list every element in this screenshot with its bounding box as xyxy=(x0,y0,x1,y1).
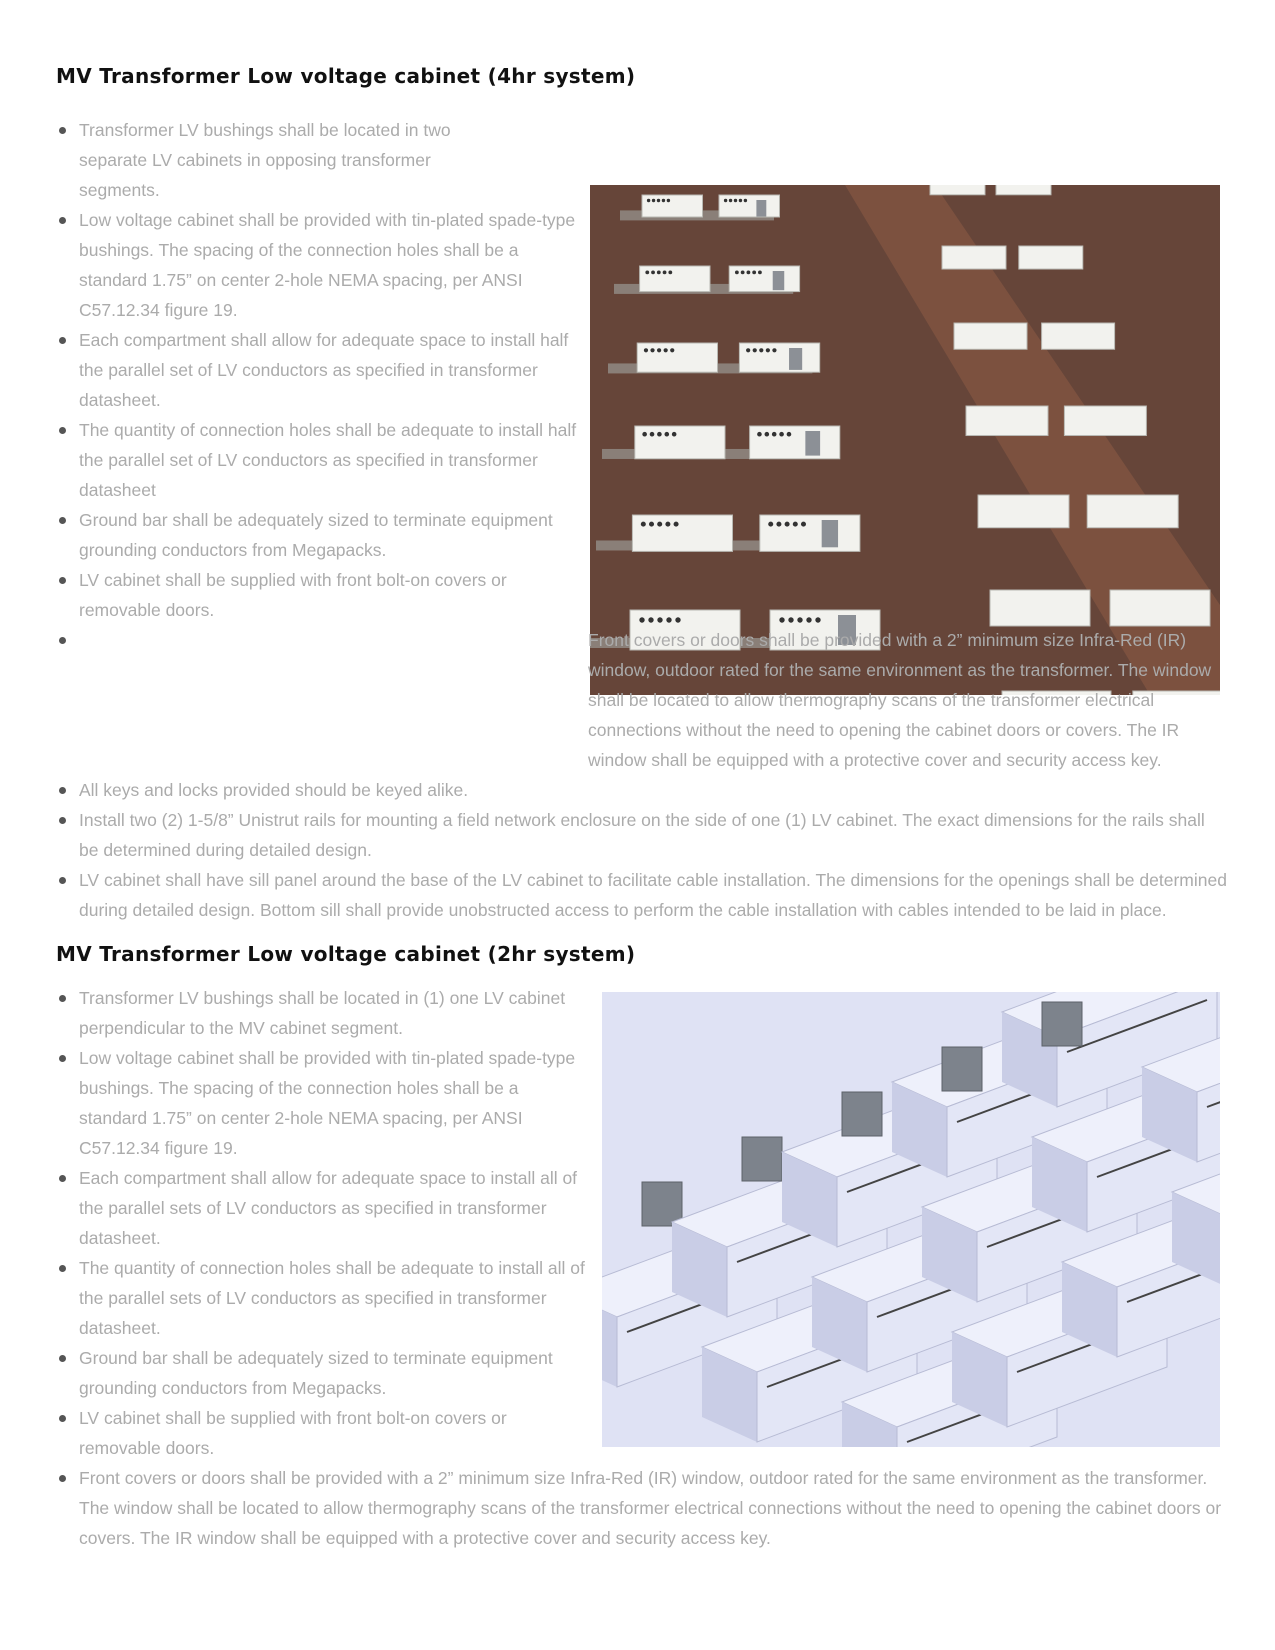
list-item: Ground bar shall be adequately sized to terminate equipment grounding conductors from Megapacks. xyxy=(56,1343,589,1403)
list-item: Low voltage cabinet shall be provided with tin-plated spade-type bushings. The spacing of the connection holes shall be a standard 1.75” on center 2-hole NEMA spacing, per ANSI C57.12.34 figure 19. xyxy=(56,1043,589,1163)
list-item: The quantity of connection holes shall be adequate to install all of the parallel sets of LV conductors as specified in transformer datasheet. xyxy=(56,1253,599,1343)
bullet-list-2hr xyxy=(56,983,1275,1553)
list-item: Each compartment shall allow for adequate space to install half the parallel set of LV conductors as specified in transformer datasheet. xyxy=(56,325,584,415)
text-wrap-spacer xyxy=(79,625,588,775)
list-item: Front covers or doors shall be provided with a 2” minimum size Infra-Red (IR) window, outdoor rated for the same environment as the transformer. The window shall be located to allow thermography scans of the transformer electrical connections without the need to opening the cabinet doors or covers. The IR window shall be equipped with a protective cover and security access key. xyxy=(56,1463,1229,1553)
bullet-list-4hr xyxy=(56,115,1275,925)
list-item: Each compartment shall allow for adequate space to install all of the parallel sets of LV conductors as specified in transformer datasheet. xyxy=(56,1163,599,1253)
list-item: LV cabinet shall have sill panel around the base of the LV cabinet to facilitate cable installation. The dimensions for the openings shall be determined during detailed design. Bottom sill shall provide unobstructed access to perform the cable installation with cables intended to be laid in place. xyxy=(56,865,1229,925)
list-item: LV cabinet shall be supplied with front bolt-on covers or removable doors. xyxy=(56,1403,579,1463)
section-heading-2hr: MV Transformer Low voltage cabinet (2hr system) xyxy=(56,942,636,966)
list-item: Transformer LV bushings shall be located in two separate LV cabinets in opposing transformer segments. xyxy=(56,115,489,205)
list-item-text: Front covers or doors shall be provided with a 2” minimum size Infra-Red (IR) window, outdoor rated for the same environment as the transformer. The window shall be located to allow thermography scans of the transformer electrical connections without the need to opening the cabinet doors or covers. The IR window shall be equipped with a protective cover and security access key. xyxy=(588,630,1212,770)
list-item: All keys and locks provided should be keyed alike. xyxy=(56,775,1229,805)
list-item: The quantity of connection holes shall be adequate to install half the parallel set of LV conductors as specified in transformer datasheet xyxy=(56,415,584,505)
list-item: Low voltage cabinet shall be provided with tin-plated spade-type bushings. The spacing of the connection holes shall be a standard 1.75” on center 2-hole NEMA spacing, per ANSI C57.12.34 figure 19. xyxy=(56,205,589,325)
list-item: Ground bar shall be adequately sized to terminate equipment grounding conductors from Megapacks. xyxy=(56,505,589,565)
section-heading-4hr: MV Transformer Low voltage cabinet (4hr system) xyxy=(56,64,636,88)
list-item: LV cabinet shall be supplied with front bolt-on covers or removable doors. xyxy=(56,565,579,625)
list-item: Transformer LV bushings shall be located in (1) one LV cabinet perpendicular to the MV cabinet segment. xyxy=(56,983,599,1043)
list-item xyxy=(56,625,1229,775)
list-item: Install two (2) 1-5/8” Unistrut rails for mounting a field network enclosure on the side of one (1) LV cabinet. The exact dimensions for the rails shall be determined during detailed design. xyxy=(56,805,1229,865)
